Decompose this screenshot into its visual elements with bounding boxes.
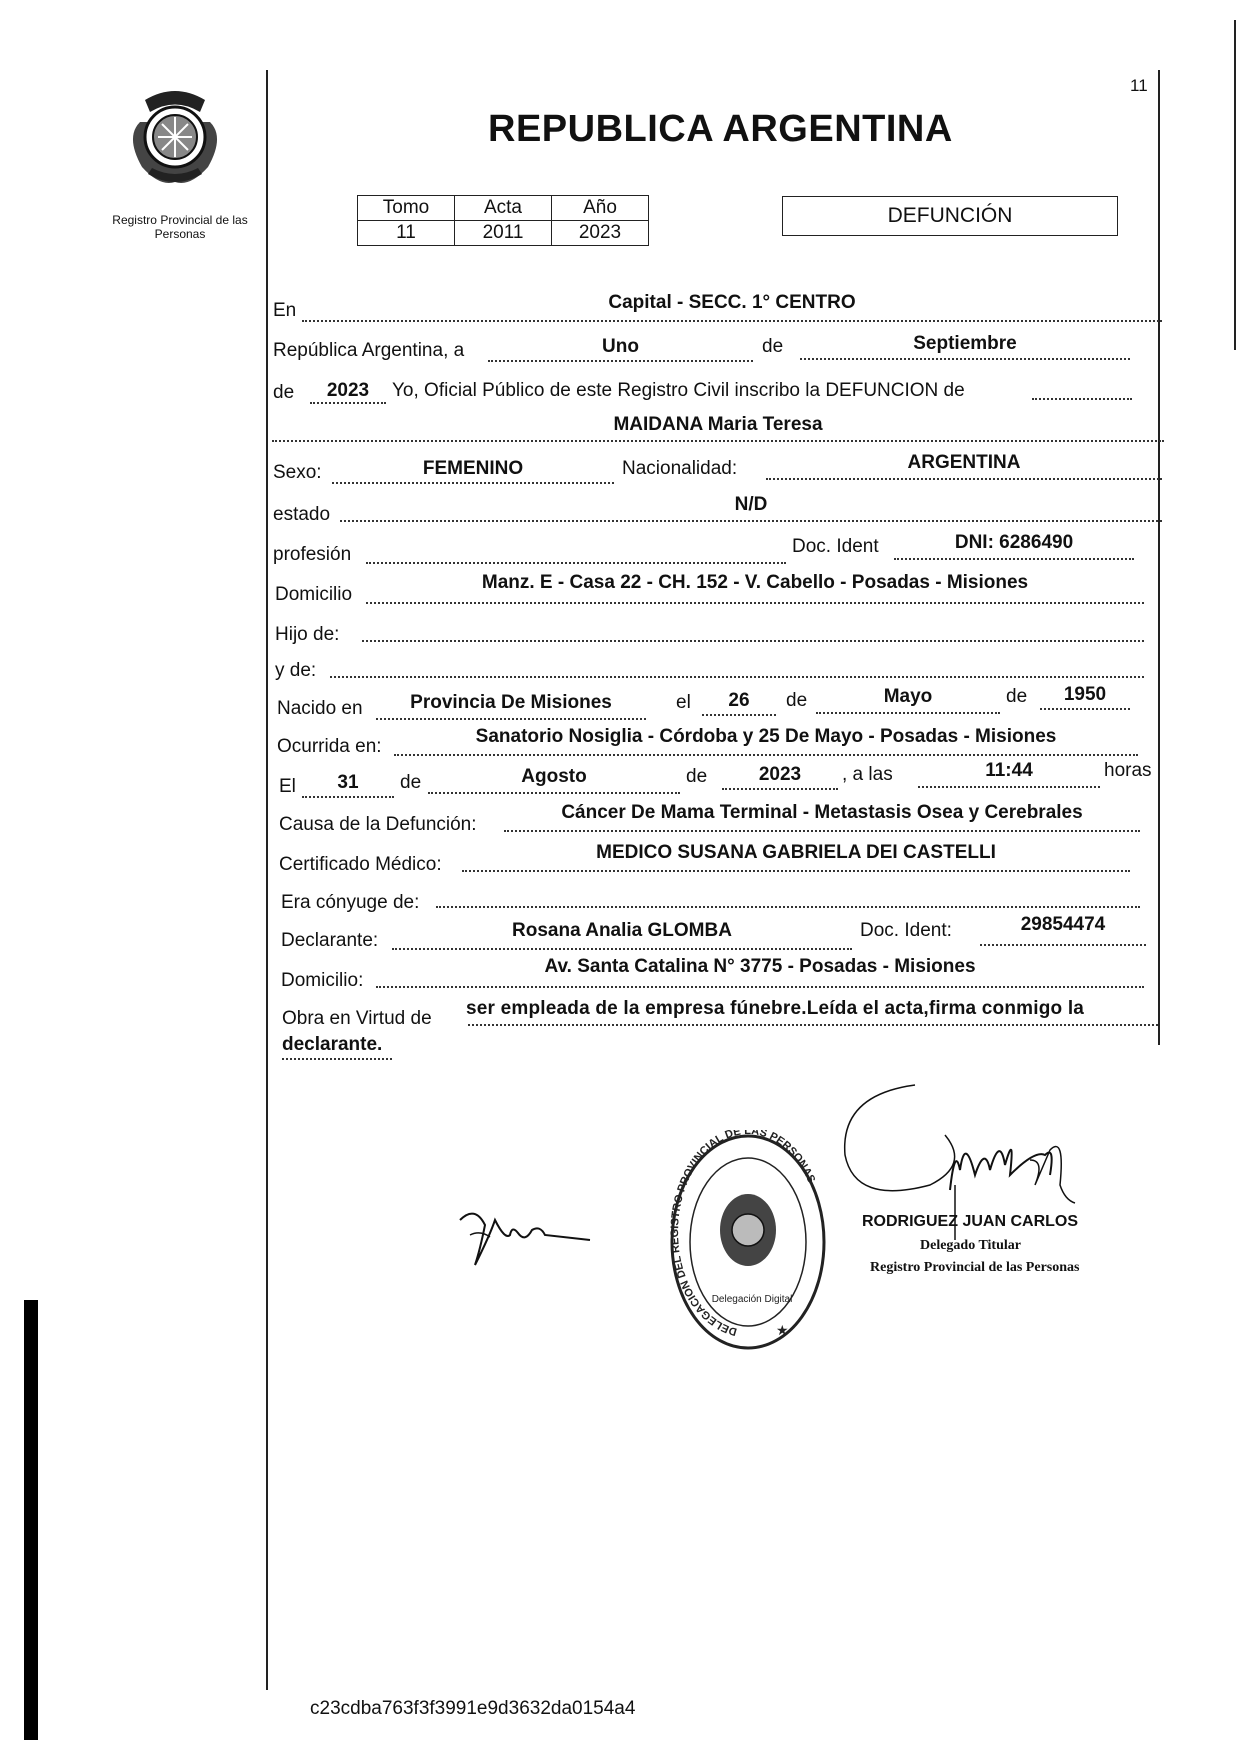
- nacionalidad-label: Nacionalidad:: [622, 458, 738, 479]
- el2-label: El: [279, 776, 296, 797]
- left-margin-line: [266, 70, 268, 1690]
- ocurrida-dotted-line: [394, 754, 1138, 756]
- obra-value-line1: ser empleada de la empresa fúnebre.Leída el acta,firma conmigo la: [466, 998, 1085, 1019]
- registry-table-header: [358, 196, 649, 221]
- year-dotted-line: [310, 402, 386, 404]
- obra-line2-dotted-line: [282, 1058, 392, 1060]
- rep-month-dotted-line: [800, 358, 1130, 360]
- name-dotted-line: [272, 440, 1164, 442]
- conyuge-label: Era cónyuge de:: [281, 892, 420, 913]
- ocurrida-value: Sanatorio Nosiglia - Córdoba y 25 De Mayo - Posadas - Misiones: [475, 726, 1057, 747]
- page-number: 11: [1130, 76, 1148, 95]
- de6-label: de: [686, 766, 708, 787]
- sexo-label: Sexo:: [273, 462, 322, 483]
- sexo-value: FEMENINO: [422, 458, 524, 479]
- seal-inner-text: Delegación Digital: [711, 1294, 793, 1305]
- logo-caption-text: Registro Provincial de las Personas: [112, 213, 248, 241]
- hijo-dotted-line: [362, 640, 1144, 642]
- ocurrida-label: Ocurrida en:: [277, 736, 382, 757]
- coat-of-arms-icon: [120, 82, 230, 192]
- declarante-label: Declarante:: [281, 930, 379, 951]
- domicilio2-label: Domicilio:: [281, 970, 364, 991]
- domicilio2-value: Av. Santa Catalina N° 3775 - Posadas - Misiones: [544, 956, 976, 977]
- inscribo-dotted-line: [1032, 398, 1132, 400]
- nac-year-dotted-line: [1040, 708, 1130, 710]
- doc-ident2-label: Doc. Ident:: [860, 920, 952, 941]
- domicilio-dotted-line: [366, 602, 1144, 604]
- nacido-value: Provincia De Misiones: [410, 692, 612, 713]
- round-seal-icon: [668, 1130, 828, 1355]
- official-seal: [668, 1130, 828, 1355]
- nac-day-dotted-line: [702, 714, 776, 716]
- profesion-dotted-line: [366, 562, 786, 564]
- def-time-dotted-line: [918, 786, 1100, 788]
- record-type-box: [782, 196, 1118, 236]
- def-day-dotted-line: [302, 796, 394, 798]
- nac-month-dotted-line: [816, 712, 1000, 714]
- province-logo: [120, 82, 230, 192]
- declarante-dotted-line: [392, 948, 852, 950]
- hijo-label: Hijo de:: [275, 624, 340, 645]
- nac-day: 26: [728, 690, 750, 711]
- nac-year: 1950: [1063, 684, 1107, 705]
- de4-label: de: [1006, 686, 1028, 707]
- nacido-label: Nacido en: [277, 698, 363, 719]
- registry-header-tomo: Tomo: [358, 196, 455, 221]
- def-year: 2023: [758, 764, 802, 785]
- registry-header-acta: Acta: [455, 196, 552, 221]
- left-scan-edge: [24, 1300, 38, 1740]
- profesion-label: profesión: [273, 544, 352, 565]
- nac-month: Mayo: [883, 686, 933, 707]
- obra-label: Obra en Virtud de: [282, 1008, 432, 1029]
- registry-value-anio: 2023: [552, 221, 649, 246]
- seal-star-icon: ★: [776, 1322, 789, 1338]
- def-month-dotted-line: [428, 792, 680, 794]
- certificado-label: Certificado Médico:: [279, 854, 442, 875]
- deceased-name: MAIDANA Maria Teresa: [613, 414, 823, 435]
- domicilio-value: Manz. E - Casa 22 - CH. 152 - V. Cabello - Posadas - Misiones: [481, 572, 1029, 593]
- sexo-dotted-line: [332, 482, 614, 484]
- estado-dotted-line: [340, 520, 1162, 522]
- conyuge-dotted-line: [436, 906, 1140, 908]
- declarante-value: Rosana Analia GLOMBA: [512, 920, 732, 941]
- def-time: 11:44: [985, 760, 1033, 781]
- rep-day-dotted-line: [488, 360, 753, 362]
- de2-label: de: [273, 382, 295, 403]
- def-month: Agosto: [521, 766, 587, 787]
- seal-ring-text: DELEGACION DEL REGISTRO PROVINCIAL DE LAS PERSONAS: [669, 1130, 818, 1338]
- record-type: DEFUNCIÓN: [887, 204, 1013, 227]
- year-value: 2023: [326, 380, 370, 401]
- rep-day: Uno: [602, 336, 639, 357]
- page-title: REPUBLICA ARGENTINA: [488, 108, 953, 150]
- yde-dotted-line: [330, 676, 1144, 678]
- registry-table-values: [358, 221, 649, 246]
- official-name: RODRIGUEZ JUAN CARLOS: [862, 1213, 1079, 1230]
- right-margin-line: [1158, 70, 1160, 1045]
- causa-label: Causa de la Defunción:: [279, 814, 477, 835]
- causa-dotted-line: [504, 830, 1140, 832]
- rep-label: República Argentina, a: [273, 340, 465, 361]
- nacionalidad-dotted-line: [766, 478, 1162, 480]
- en-value: Capital - SECC. 1° CENTRO: [608, 292, 856, 313]
- doc-ident-dotted-line: [894, 558, 1134, 560]
- nacido-dotted-line: [376, 718, 646, 720]
- el-label: el: [676, 692, 691, 713]
- declarant-signature-icon: [450, 1195, 600, 1275]
- doc-ident-label: Doc. Ident: [792, 536, 879, 557]
- declarant-signature: [450, 1195, 600, 1280]
- de3-label: de: [786, 690, 808, 711]
- logo-caption: [100, 213, 260, 241]
- certificado-value: MEDICO SUSANA GABRIELA DEI CASTELLI: [596, 842, 996, 863]
- horas-label: horas: [1104, 760, 1152, 781]
- official-title: Delegado Titular: [920, 1238, 1021, 1253]
- estado-value: N/D: [734, 494, 768, 515]
- def-year-dotted-line: [722, 788, 838, 790]
- en-dotted-line: [302, 320, 1162, 322]
- registry-value-acta: 2011: [455, 221, 552, 246]
- domicilio-label: Domicilio: [275, 584, 353, 605]
- en-label: En: [273, 300, 297, 321]
- estado-label: estado: [273, 504, 331, 525]
- de1-label: de: [762, 336, 784, 357]
- doc-ident2-value: 29854474: [1020, 914, 1106, 935]
- alas-label: , a las: [842, 764, 893, 785]
- registry-header-anio: Año: [552, 196, 649, 221]
- inscribo-text: Yo, Oficial Público de este Registro Civil inscribo la DEFUNCION de: [392, 380, 965, 401]
- causa-value: Cáncer De Mama Terminal - Metastasis Osea y Cerebrales: [561, 802, 1083, 823]
- document-hash: c23cdba763f3f3991e9d3632da0154a4: [310, 1698, 636, 1719]
- domicilio2-dotted-line: [376, 986, 1144, 988]
- official-office: Registro Provincial de las Personas: [870, 1260, 1080, 1275]
- registry-table: [357, 195, 649, 246]
- obra-value-line2: declarante.: [282, 1034, 383, 1055]
- far-right-edge: [1234, 20, 1236, 350]
- rep-month: Septiembre: [913, 333, 1017, 354]
- certificado-dotted-line: [462, 870, 1130, 872]
- registry-value-tomo: 11: [358, 221, 455, 246]
- de5-label: de: [400, 772, 422, 793]
- obra-dotted-line: [468, 1024, 1158, 1026]
- yde-label: y de:: [275, 660, 317, 681]
- def-day: 31: [337, 772, 359, 793]
- nacionalidad-value: ARGENTINA: [907, 452, 1021, 473]
- doc-ident-value: DNI: 6286490: [954, 532, 1074, 553]
- doc-ident2-dotted-line: [980, 944, 1146, 946]
